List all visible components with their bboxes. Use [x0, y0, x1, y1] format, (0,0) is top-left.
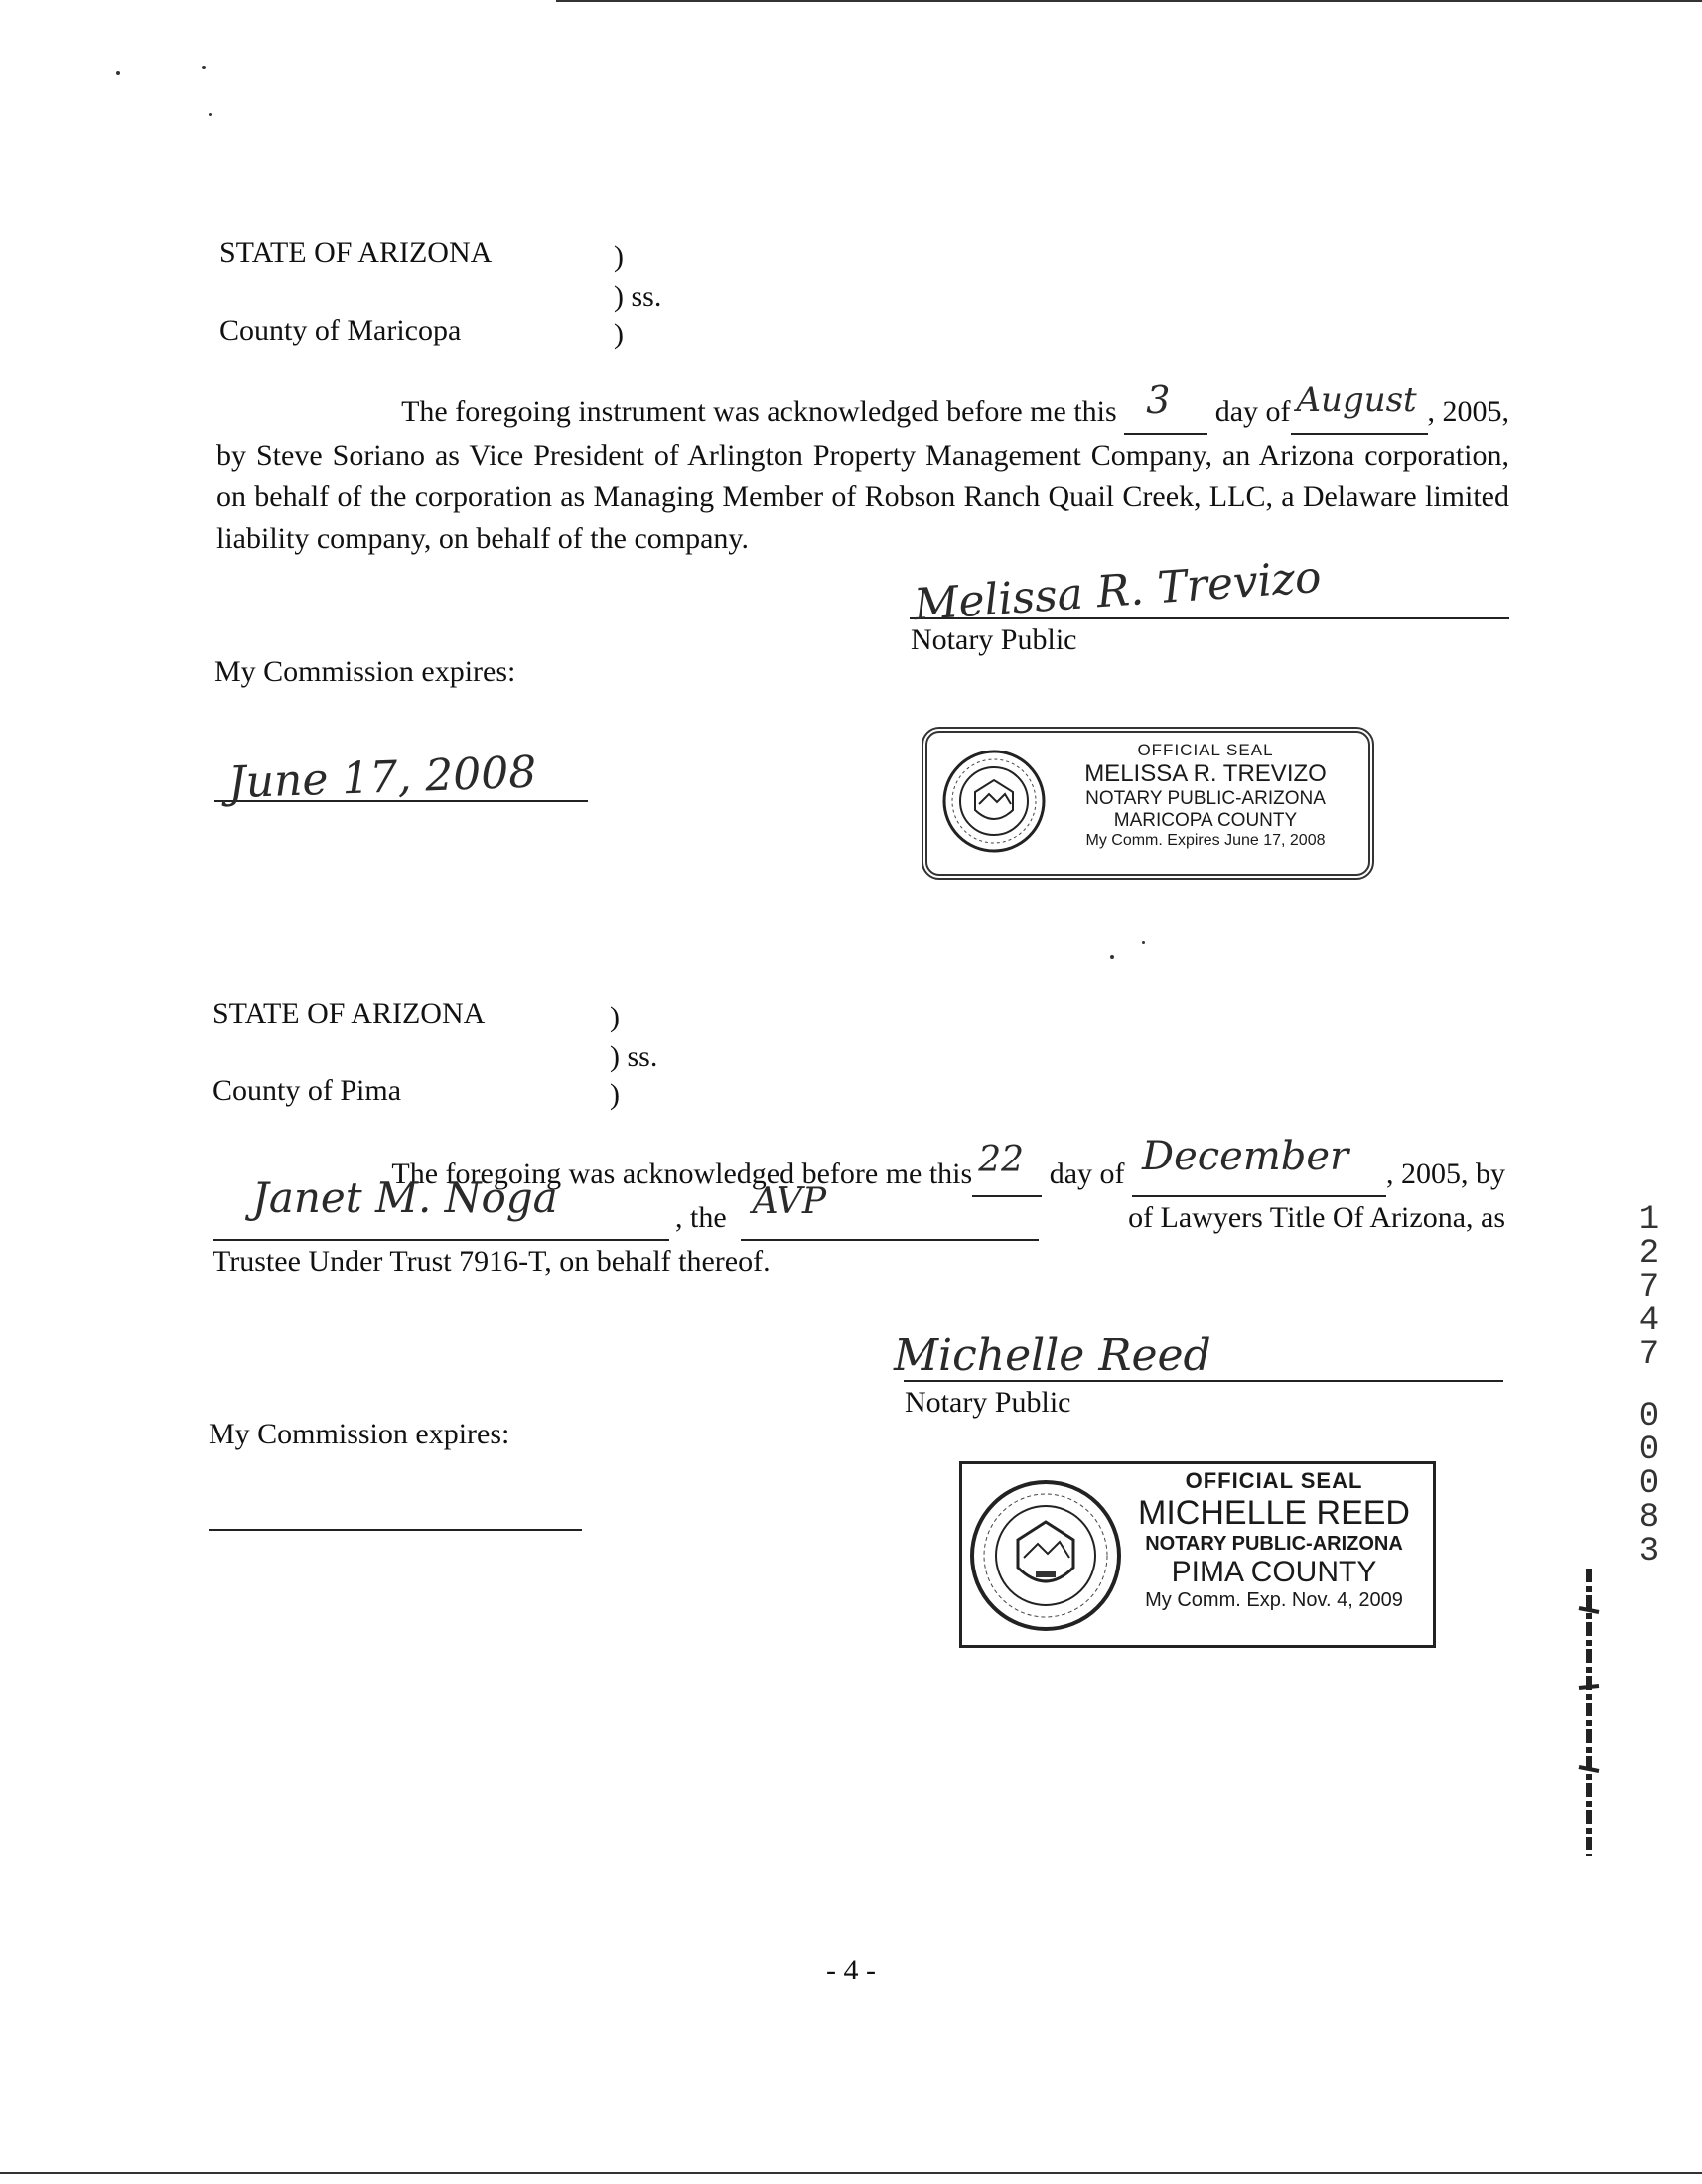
paragraph-intro: The foregoing instrument was acknowledged before me this — [401, 395, 1117, 428]
day-handwritten: 22 — [978, 1140, 1024, 1180]
acknowledgment-paragraph — [213, 1134, 1505, 1283]
state-seal-icon — [941, 749, 1047, 854]
stamp-digit: 7 — [1638, 1336, 1660, 1374]
top-rule — [556, 0, 1702, 2]
seal-county: PIMA COUNTY — [1171, 1556, 1377, 1588]
ss-marker: ) ss. — [610, 1040, 658, 1073]
day-blank — [1124, 378, 1207, 435]
the-label: , the — [675, 1201, 727, 1234]
county-heading: County of Maricopa — [219, 314, 462, 346]
seal-county: MARICOPA COUNTY — [1113, 810, 1298, 831]
commission-label: My Commission expires: — [209, 1418, 510, 1450]
recording-number-stamp — [1636, 1203, 1662, 1569]
stamp-digit: 4 — [1638, 1302, 1660, 1340]
stamp-digit: 8 — [1638, 1499, 1660, 1537]
month-blank — [1291, 380, 1428, 435]
year-suffix: , 2005, by — [1386, 1158, 1505, 1190]
notary-public-label: Notary Public — [905, 1386, 1071, 1419]
state-heading: STATE OF ARIZONA — [213, 997, 486, 1029]
venue-paren: ) — [610, 1078, 620, 1111]
state-seal-icon — [968, 1478, 1123, 1633]
stamp-digit: 1 — [1638, 1201, 1660, 1239]
scan-speck — [116, 71, 120, 75]
bottom-rule — [0, 2172, 1702, 2174]
name-blank — [213, 1173, 669, 1241]
paragraph-body: by Steve Soriano as Vice President of Arlington Property Management Company, an Arizona corporation, on behalf of the corporation as Managing Member of Robson Ranch Quail Creek, LLC, a Delaware limited liability company, on behalf of the company. — [216, 439, 1509, 555]
official-seal-pima — [959, 1461, 1436, 1648]
title-handwritten: AVP — [752, 1181, 827, 1222]
official-seal-maricopa — [922, 727, 1374, 880]
stamp-digit: 7 — [1638, 1269, 1660, 1306]
state-heading: STATE OF ARIZONA — [219, 236, 493, 269]
month-handwritten: December — [1142, 1134, 1349, 1179]
scan-speck — [1142, 941, 1145, 944]
notary-signature: Melissa R. Trevizo — [912, 551, 1324, 631]
page-number: - 4 - — [826, 1954, 876, 1986]
title-blank — [741, 1181, 1039, 1241]
commission-line — [209, 1529, 582, 1531]
day-of-label: day of — [1049, 1158, 1125, 1190]
seal-notary-name: MICHELLE REED — [1138, 1494, 1410, 1532]
day-blank — [972, 1140, 1042, 1197]
acknowledgment-paragraph — [216, 378, 1509, 560]
seal-expiration: My Comm. Expires June 17, 2008 — [1085, 832, 1326, 849]
seal-notary-name: MELISSA R. TREVIZO — [1084, 760, 1327, 787]
stamp-digit: 2 — [1638, 1235, 1660, 1273]
notary-signature: Michelle Reed — [894, 1330, 1211, 1381]
year-suffix: , 2005, — [1427, 395, 1509, 428]
stamp-digit: 3 — [1638, 1533, 1660, 1570]
ss-marker: ) ss. — [614, 280, 662, 313]
notary-public-label: Notary Public — [911, 623, 1077, 656]
day-of-label: day of — [1214, 395, 1291, 428]
stamp-digit: 0 — [1638, 1432, 1660, 1469]
seal-title: OFFICIAL SEAL — [1185, 1468, 1363, 1493]
binding-marks — [1569, 1569, 1609, 1856]
venue-paren: ) — [610, 1001, 620, 1033]
commission-date-handwritten: June 17, 2008 — [227, 747, 538, 809]
stamp-digit: 0 — [1638, 1465, 1660, 1503]
month-handwritten: August — [1296, 380, 1417, 420]
seal-expiration: My Comm. Exp. Nov. 4, 2009 — [1145, 1589, 1403, 1611]
scan-speck — [209, 113, 212, 116]
venue-paren: ) — [614, 240, 624, 273]
seal-title: OFFICIAL SEAL — [1137, 741, 1274, 759]
day-handwritten: 3 — [1146, 378, 1171, 422]
scan-speck — [202, 66, 206, 69]
paragraph-intro: The foregoing was acknowledged before me this — [391, 1158, 973, 1190]
paragraph-tail: of Lawyers Title Of Arizona, as — [1128, 1201, 1505, 1234]
commission-label: My Commission expires: — [214, 655, 516, 688]
venue-paren: ) — [614, 318, 624, 350]
name-handwritten: Janet M. Noga — [252, 1173, 558, 1222]
month-blank — [1132, 1134, 1386, 1197]
county-heading: County of Pima — [213, 1074, 402, 1107]
stamp-digit: 0 — [1638, 1398, 1660, 1435]
paragraph-last: Trustee Under Trust 7916-T, on behalf thereof. — [213, 1245, 771, 1278]
seal-notary-state: NOTARY PUBLIC-ARIZONA — [1145, 1533, 1403, 1555]
scan-speck — [1110, 955, 1114, 959]
seal-notary-state: NOTARY PUBLIC-ARIZONA — [1085, 788, 1326, 809]
